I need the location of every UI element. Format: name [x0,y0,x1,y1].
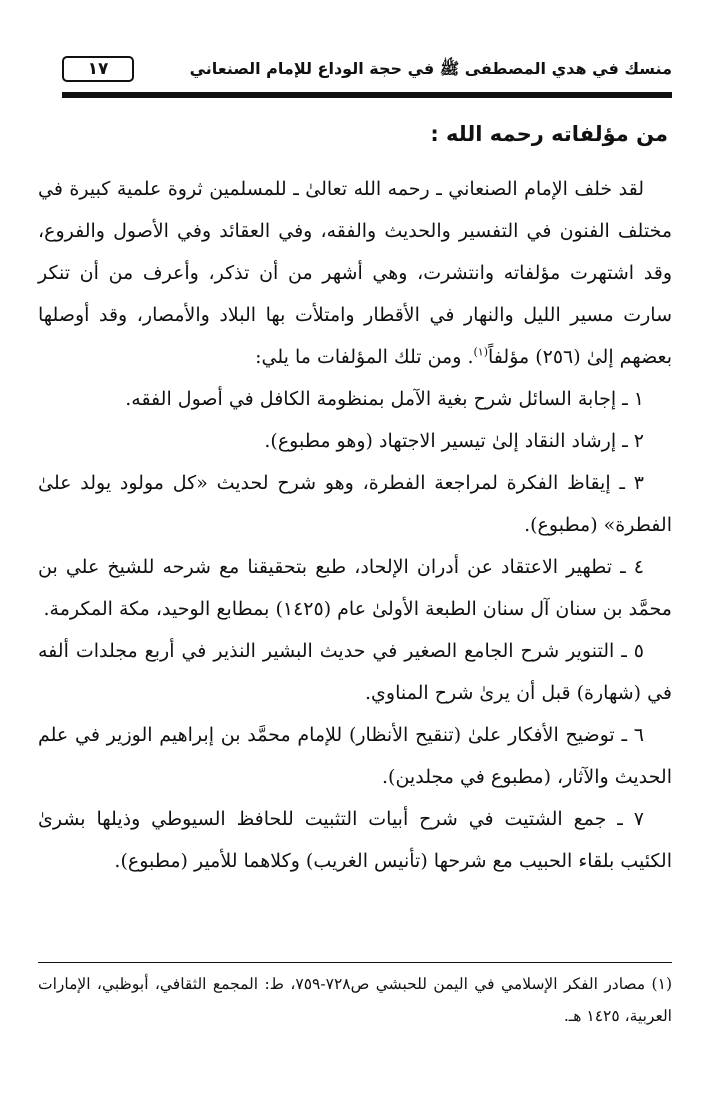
page-header [62,52,672,92]
intro-text: لقد خلف الإمام الصنعاني ـ رحمه الله تعالىٰ ـ للمسلمين ثروة علمية كبيرة في مختلف الفنون في التفسير والحديث والفقه، وفي العقائد وفي الأصول والفروع، وقد اشتهرت مؤلفاته وانتشرت، وهي أشهر من أن تذكر، وأعرف من أن تنكر سارت مسير الليل والنهار في الأقطار وامتلأت بها البلاد والأمصار، وقد أوصلها بعضهم إلىٰ (٢٥٦) مؤلفاً [38,178,672,368]
list-item: ٦ ـ توضيح الأفكار علىٰ (تنقيح الأنظار) للإمام محمَّد بن إبراهيم الوزير في علم الحديث والآثار، (مطبوع في مجلدين). [38,724,672,788]
list-item: ٣ ـ إيقاظ الفكرة لمراجعة الفطرة، وهو شرح لحديث «كل مولود يولد علىٰ الفطرة» (مطبوع). [38,472,672,536]
intro-paragraph [38,168,672,378]
list-item: ٢ ـ إرشاد النقاد إلىٰ تيسير الاجتهاد (وهو مطبوع). [264,430,644,452]
header-rule [62,92,672,98]
list-item: ٧ ـ جمع الشتيت في شرح أبيات التثبيت للحافظ السيوطي وذيلها بشرىٰ الكئيب بلقاء الحبيب مع شرحها (تأنيس الغريب) وكلاهما للأمير (مطبوع). [38,808,672,872]
body-text [38,168,672,882]
intro-text-end: . ومن تلك المؤلفات ما يلي: [255,346,474,368]
footnote-separator [38,962,672,963]
footnote-text: (١) مصادر الفكر الإسلامي في اليمن للحبشي ص٧٢٨-٧٥٩، ط: المجمع الثقافي، أبوظبي، الإمارات العربية، ١٤٢٥ هـ. [38,975,672,1025]
list-item: ١ ـ إجابة السائل شرح بغية الآمل بمنظومة الكافل في أصول الفقه. [125,388,644,410]
page-number: ١٧ [62,56,134,82]
footnote [38,968,672,1032]
list-item: ٤ ـ تطهير الاعتقاد عن أدران الإلحاد، طبع بتحقيقنا مع شرحه للشيخ علي بن محمَّد بن سنان آل سنان الطبعة الأولىٰ عام (١٤٢٥) بمطابع الوحيد، مكة المكرمة. [38,556,672,620]
list-item: ٥ ـ التنوير شرح الجامع الصغير في حديث البشير النذير في أربع مجلدات ألفه في (شهارة) قبل أن يرىٰ شرح المناوي. [38,640,672,704]
running-title: منسك في هدي المصطفى ﷺ في حجة الوداع للإمام الصنعاني [189,59,672,78]
section-heading: من مؤلفاته رحمه الله : [430,122,668,146]
footnote-reference: (١) [473,345,488,359]
